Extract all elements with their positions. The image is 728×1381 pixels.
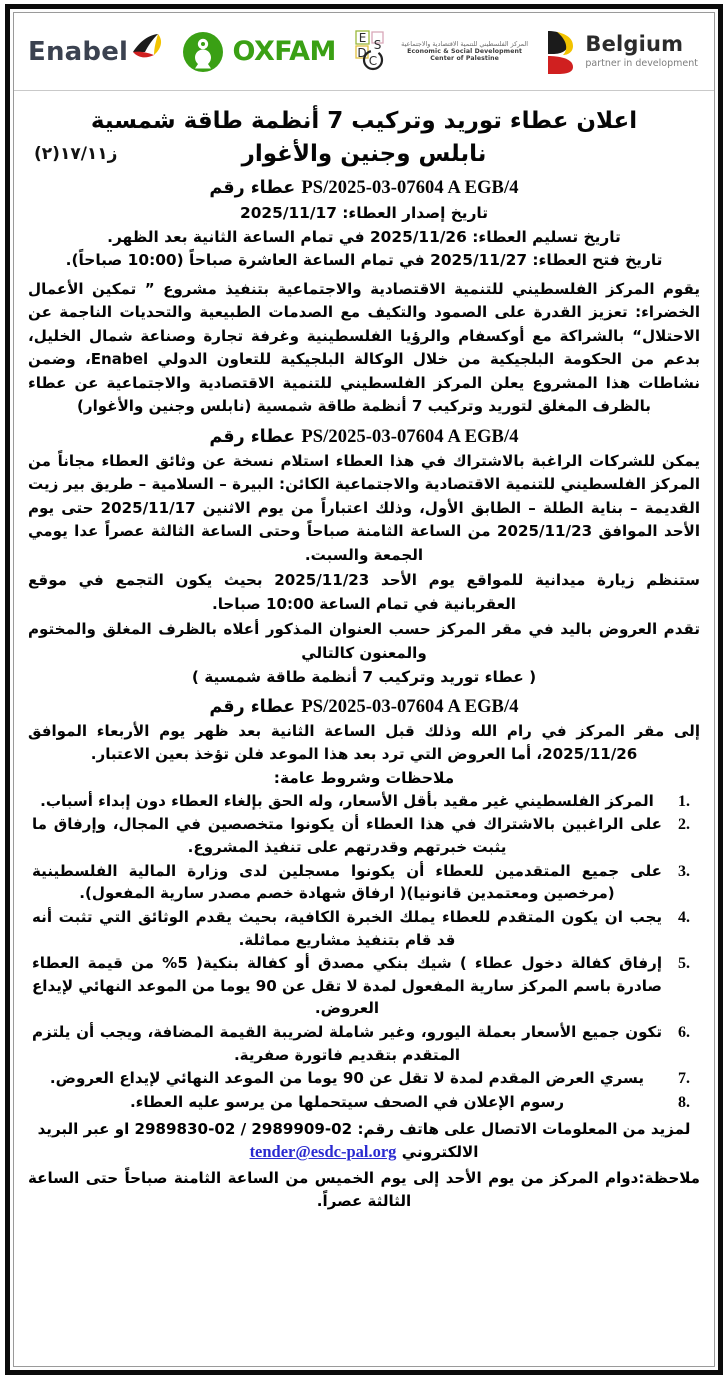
esdc-english-line2: Center of Palestine (430, 55, 499, 63)
tender-number-code: PS/2025-03-07604 A EGB/4 (301, 178, 519, 199)
site-visit-paragraph: ستنظم زيارة ميدانية للمواقع يوم الأحد 2025/11/23 بحيث يكون التجمع في موقع العقربانية في تمام الساعة 10:00 صباحا. (28, 571, 700, 613)
esdc-logo (352, 28, 528, 76)
partner-logo-strip (14, 13, 714, 91)
tender-dates (28, 202, 700, 272)
intro-paragraph: يقوم المركز الفلسطيني للتنمية الاقتصادية والاجتماعية بتنفيذ مشروع ” تمكين الأعمال الخضراء: تعزيز القدرة على الصمود والتكيف مع الصدمات الطبيعية والتحديات الناجمة عن الاحتلال“ بالشراكة مع أوكسفام والرؤيا الفلسطينية وغرفة تجارة وصناعة شمال الخليل، بدعم من الحكومة البلجيكية من خلال الوكالة البلجيكية للتعاون الدولي Enabel، وضمن نشاطات هذا المشروع يعلن المركز الفلسطيني للتنمية الاقتصادية والاجتماعية عن عطاء بالظرف المغلق لتوريد وتركيب 7 أنظمة طاقة شمسية (نابلس وجنين والأغوار) (28, 279, 700, 416)
tender-issue-date: تاريخ إصدار العطاء: 2025/11/17 (240, 204, 488, 223)
headline-line2: نابلس وجنين والأغوار (241, 140, 487, 167)
ad-inner-border (13, 12, 715, 1367)
condition-item: المركز الفلسطيني غير مقيد بأقل الأسعار، وله الحق بإلغاء العطاء دون إبداء أسباب. (40, 791, 654, 810)
submission-paragraph: تقدم العروض باليد في مقر المركز حسب العنوان المذكور أعلاه بالظرف المغلق والمختوم والمعنون كالتالي (28, 620, 700, 662)
condition-item: يجب ان يكون المتقدم للعطاء يملك الخبرة الكافية، بحيث يقدم الوثائق التي تثبت أنه قد قام بتنفيذ مشاريع مماثلة. (32, 907, 662, 949)
belgium-wordmark (585, 34, 698, 69)
condition-item: رسوم الإعلان في الصحف سيتحملها من يرسو عليه العطاء. (129, 1093, 565, 1111)
notes-section-title: ملاحظات وشروط عامة: (273, 768, 455, 787)
condition-item: تكون جميع الأسعار بعملة اليورو، وغير شاملة لضريبة القيمة المضافة، ويجب أن يلتزم المتقدم بتقديم فاتورة صفرية. (32, 1023, 662, 1064)
general-conditions-list (28, 790, 700, 1114)
documents-pickup-paragraph: يمكن للشركات الراغبة بالاشتراك في هذا العطاء استلام نسخة عن وثائق العطاء مجاناً من المركز الفلسطيني للتنمية الاقتصادية والاجتماعية الكائن: البيرة – السلامية – طريق بير زيت القديمة – بناية الطلة – الطابق الأول، وذلك اعتباراً من يوم الاثنين 2025/11/17 حتى يوم الأحد الموافق 2025/11/23 من الساعة الثامنة صباحاً وحتى الساعة الثالثة عصراً عدا يومي الجمعة والسبت. (28, 451, 700, 564)
working-hours-note: ملاحظة:دوام المركز من يوم الأحد إلى يوم الخميس من الساعة الثامنة صباحاً حتى الساعة الثالثة عصراً. (28, 1169, 700, 1210)
tender-number-code-2: PS/2025-03-07604 A EGB/4 (301, 426, 519, 447)
tender-submission-date: تاريخ تسليم العطاء: 2025/11/26 في تمام الساعة الثانية بعد الظهر. (107, 227, 621, 246)
esdc-arabic-name: المركز الفلسطيني للتنمية الاقتصادية والاجتماعية (401, 39, 529, 48)
envelope-label: ( عطاء توريد وتركيب 7 أنظمة طاقة شمسية ) (191, 667, 537, 686)
belgium-logo (544, 29, 698, 75)
tender-opening-date: تاريخ فتح العطاء: 2025/11/27 في تمام الساعة العاشرة صباحاً (10:00 صباحاً). (65, 251, 663, 270)
svg-text:E: E (358, 30, 367, 45)
esdc-monogram-icon (352, 28, 398, 76)
corner-reference-mark: ز١٧/١١(٢) (34, 144, 118, 165)
tender-number-heading (28, 178, 700, 199)
oxfam-logo (182, 31, 335, 73)
esdc-english-line1: Economic & Social Development (407, 48, 523, 56)
condition-item: على جميع المتقدمين للعطاء أن يكونوا مسجلين لدى وزارة المالية الفلسطينية (مرخصين ومعتمدين قانونيا)( ارفاق شهادة خصم مصدر سارية المفعول). (32, 861, 662, 903)
condition-item: على الراغبين بالاشتراك في هذا العطاء أن يكونوا متخصصين في المجال، وإرفاق ما يثبت خبرتهم وقدرتهم على تنفيذ المشروع. (32, 815, 662, 856)
belgium-name: Belgium (585, 32, 684, 57)
contact-email-link[interactable]: tender@esdc-pal.org (249, 1142, 397, 1162)
oxfam-wordmark: OXFAM (232, 36, 336, 67)
page-title (28, 105, 700, 170)
condition-item: يسري العرض المقدم لمدة لا تقل عن 90 يوما من الموعد النهائي لإيداع العروض. (49, 1069, 645, 1088)
belgium-tagline: partner in development (585, 58, 698, 70)
tender-number-label: عطاء رقم (209, 178, 296, 199)
belgium-flag-icon (544, 29, 578, 75)
enabel-swoosh-icon (130, 32, 166, 62)
contact-phone-text: لمزيد من المعلومات الاتصال على هاتف رقم: 02-2989909 / 02-2989830 او عبر البريد الالكتروني (37, 1119, 691, 1162)
svg-text:D: D (357, 45, 367, 60)
contact-line (28, 1118, 700, 1165)
headline-line1: اعلان عطاء توريد وتركيب 7 أنظمة طاقة شمسية (90, 108, 638, 134)
ad-outer-border (5, 4, 723, 1375)
esdc-wordmark (401, 41, 528, 63)
condition-item: إرفاق كفالة دخول عطاء ) شيك بنكي مصدق أو كفالة بنكية( 5% من قيمة العطاء صادرة باسم المركز سارية المفعول لمدة لا تقل عن 90 يوما من الموعد النهائي لإيداع العروض. (32, 954, 662, 1018)
tender-number-label-2: عطاء رقم (209, 426, 296, 447)
svg-text:S: S (373, 37, 382, 52)
tender-number-heading-3 (28, 697, 700, 718)
enabel-logo (28, 32, 166, 71)
ad-body (14, 91, 714, 1218)
oxfam-badge-icon (182, 31, 224, 73)
enabel-wordmark: Enabel (28, 36, 129, 67)
svg-text:C: C (368, 53, 378, 68)
tender-number-label-3: عطاء رقم (209, 696, 296, 717)
submission-deadline-paragraph: إلى مقر المركز في رام الله وذلك قبل الساعة الثانية بعد ظهر يوم الأربعاء الموافق 2025/11/26، أما العروض التي ترد بعد هذا الموعد فلن تؤخذ بعين الاعتبار. (28, 721, 700, 764)
tender-number-code-3: PS/2025-03-07604 A EGB/4 (301, 696, 519, 717)
tender-number-heading-2 (28, 427, 700, 448)
